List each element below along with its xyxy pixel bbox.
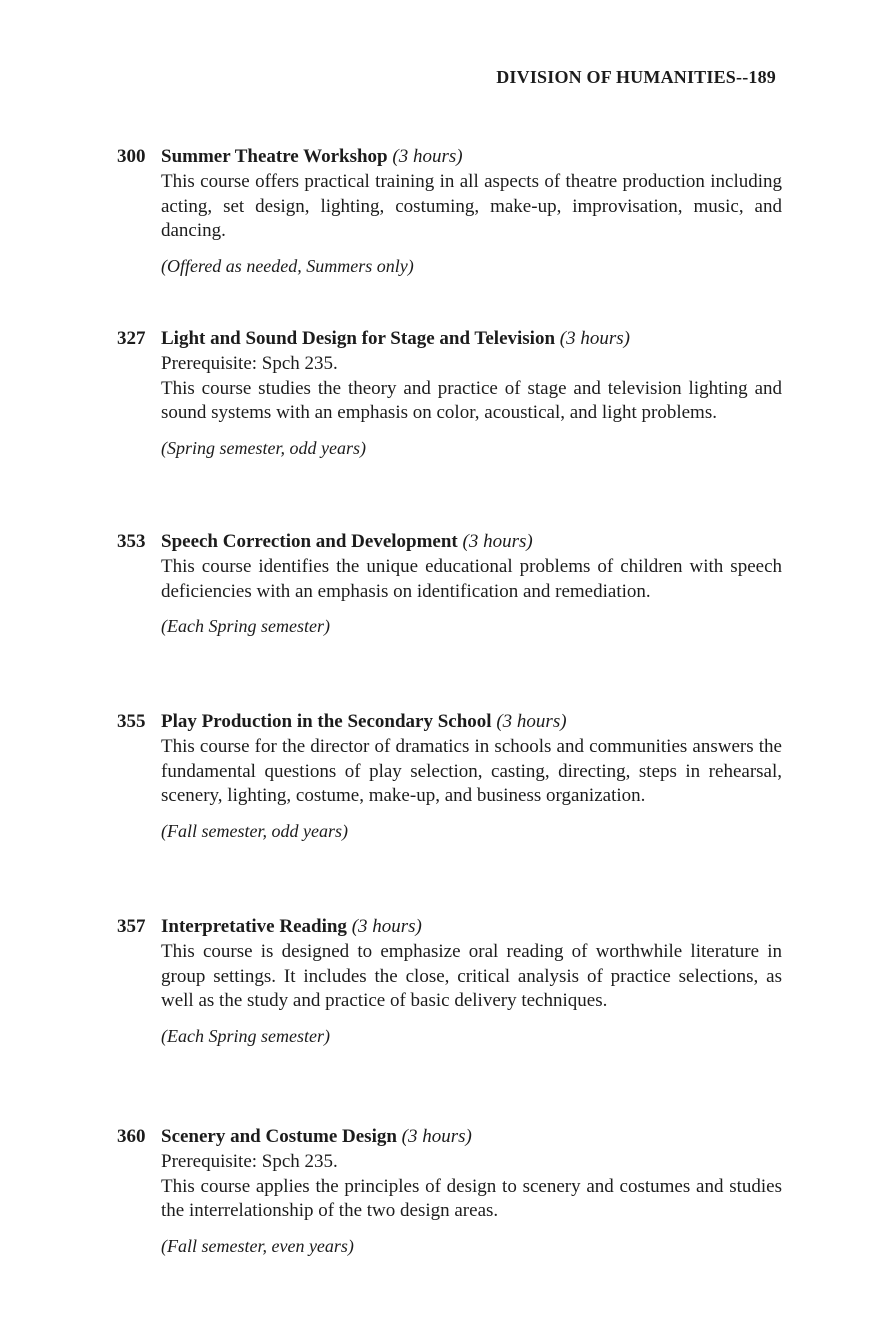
course-prerequisite: Prerequisite: Spch 235. <box>161 353 338 374</box>
course-description: This course for the director of dramatics in schools and communities answers the fundamental questions of play selection, casting, directing, steps in rehearsal, scenery, lighting, costume, make-up, and business organization. <box>161 736 782 806</box>
course-title-line <box>117 325 782 352</box>
course-description: This course identifies the unique educational problems of children with speech deficiencies with an emphasis on identification and remediation. <box>161 556 782 602</box>
course-entry-357 <box>117 913 782 1048</box>
course-hours: (3 hours) <box>351 916 422 937</box>
course-body <box>161 735 782 843</box>
course-title-line <box>117 1123 782 1150</box>
course-title-line <box>117 913 782 940</box>
course-entry-360 <box>117 1123 782 1258</box>
course-title-line <box>117 143 782 170</box>
course-name: Summer Theatre Workshop <box>161 146 388 167</box>
course-offering: (Each Spring semester) <box>161 1025 330 1046</box>
course-body <box>161 170 782 278</box>
course-offering: (Spring semester, odd years) <box>161 437 366 458</box>
course-body <box>161 555 782 639</box>
course-number: 357 <box>117 916 146 937</box>
course-body <box>161 352 782 460</box>
course-number: 327 <box>117 328 146 349</box>
course-description: This course is designed to emphasize oral reading of worthwhile literature in group settings. It includes the close, critical analysis of practice selections, as well as the study and practice of basic delivery techniques. <box>161 941 782 1011</box>
course-entry-300 <box>117 143 782 278</box>
course-number: 353 <box>117 531 146 552</box>
course-offering: (Each Spring semester) <box>161 616 330 636</box>
course-hours: (3 hours) <box>496 711 567 732</box>
course-title-line <box>117 708 782 735</box>
course-description: This course studies the theory and practice of stage and television lighting and sound systems with an emphasis on color, acoustical, and light problems. <box>161 377 782 423</box>
course-offering: (Fall semester, even years) <box>161 1235 354 1256</box>
course-number: 360 <box>117 1126 146 1147</box>
course-body <box>161 1150 782 1258</box>
course-hours: (3 hours) <box>462 531 533 552</box>
course-entry-353 <box>117 528 782 639</box>
course-title-line <box>117 528 782 555</box>
course-hours: (3 hours) <box>401 1126 472 1147</box>
course-number: 355 <box>117 711 146 732</box>
course-number: 300 <box>117 146 146 167</box>
course-entry-355 <box>117 708 782 843</box>
course-prerequisite: Prerequisite: Spch 235. <box>161 1151 338 1172</box>
course-name: Play Production in the Secondary School <box>161 711 492 732</box>
course-entry-327 <box>117 325 782 460</box>
course-name: Interpretative Reading <box>161 916 347 937</box>
course-description: This course offers practical training in all aspects of theatre production including acting, set design, lighting, costuming, make-up, improvisation, music, and dancing. <box>161 171 782 241</box>
course-offering: (Fall semester, odd years) <box>161 820 348 841</box>
course-hours: (3 hours) <box>559 328 630 349</box>
course-name: Light and Sound Design for Stage and Television <box>161 328 556 349</box>
running-header: DIVISION OF HUMANITIES--189 <box>496 67 776 87</box>
course-description: This course applies the principles of design to scenery and costumes and studies the interrelationship of the two design areas. <box>161 1175 782 1221</box>
course-hours: (3 hours) <box>392 146 463 167</box>
course-name: Scenery and Costume Design <box>161 1126 397 1147</box>
course-offering: (Offered as needed, Summers only) <box>161 255 414 276</box>
course-name: Speech Correction and Development <box>161 531 458 552</box>
course-body <box>161 940 782 1048</box>
